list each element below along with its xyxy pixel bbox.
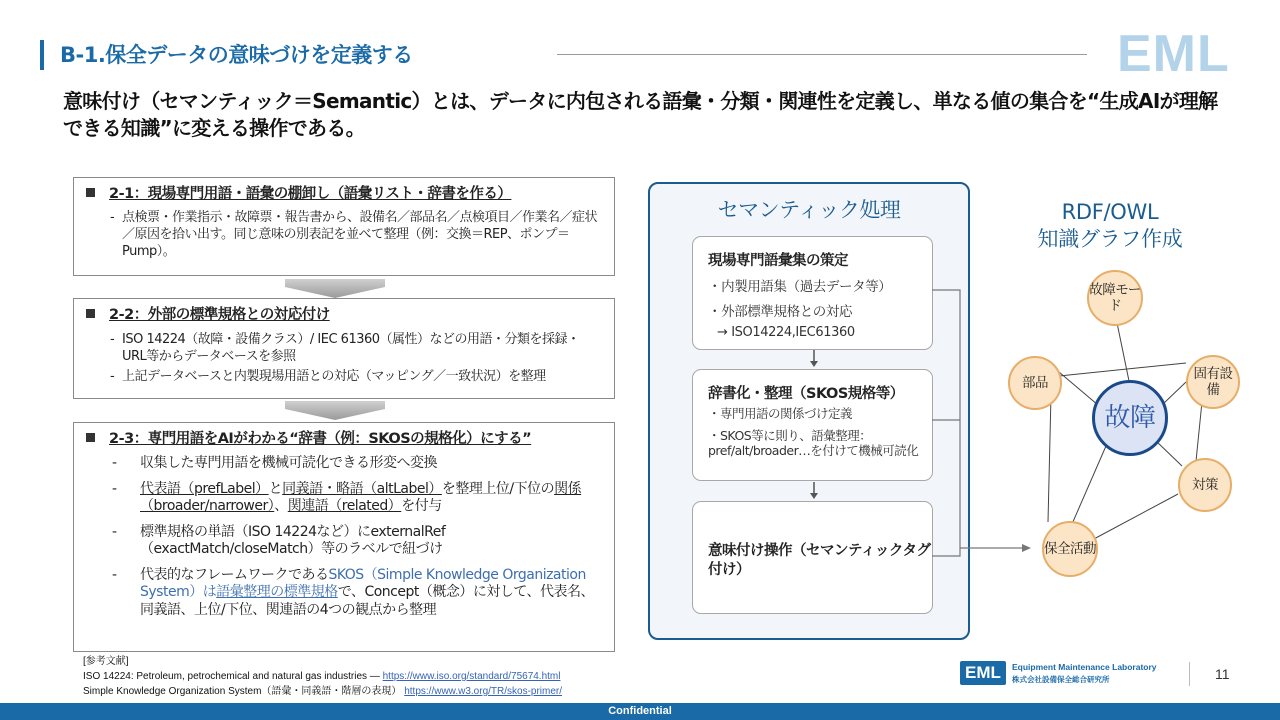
list-item: - 収集した専門用語を機械可読化できる形変へ変換: [112, 455, 437, 471]
square-bullet-icon: [86, 188, 95, 197]
footer-logo: EML: [960, 661, 1006, 685]
semantic-processing-panel: [648, 182, 970, 640]
graph-node-countermeasure: 対策: [1178, 458, 1232, 512]
section-heading: 2-2：外部の標準規格との対応付け: [86, 306, 330, 325]
section-items: [110, 331, 602, 388]
section-box-2-3: [73, 422, 615, 652]
lead-text: 意味付け（セマンティック＝Semantic）とは、データに内包される語彙・分類・関連性を定義し、単なる値の集合を“生成AIが理解できる知識”に変える操作である。: [63, 89, 1218, 140]
page-number: 11: [1215, 666, 1230, 682]
down-arrow-icon: [808, 350, 820, 368]
slide-title: B-1.保全データの意味づけを定義する: [60, 43, 413, 67]
process-box-tagging: 意味付け操作（セマンティックタグ付け）: [692, 501, 933, 614]
footer-org-jp: 株式会社設備保全総合研究所: [1012, 675, 1110, 684]
section-items: [110, 209, 602, 263]
title-accent-bar: [40, 40, 44, 70]
list-item: - 標準規格の単語（ISO 14224など）にexternalRef（exactMatch/closeMatch）等のラベルで紐づけ: [112, 523, 446, 557]
down-arrow-icon: [285, 401, 385, 421]
title-divider: [557, 54, 1087, 55]
section-box-2-2: [73, 298, 615, 399]
down-arrow-icon: [285, 279, 385, 299]
list-item: - 上記データベースと内製現場用語との対応（マッピング／一致状況）を整理: [110, 369, 546, 384]
confidential-bar: Confidential: [0, 703, 1280, 720]
down-arrow-icon: [808, 482, 820, 500]
section-box-2-1: [73, 177, 615, 276]
list-item: - 代表語（prefLabel）と同義語・略語（altLabel）を整理上位/下位の関係（broader/narrower）、関連語（related）を付与: [112, 480, 582, 514]
list-item: - 点検票・作業指示・故障票・報告書から、設備名／部品名／点検項目／作業名／症状／原因を拾い出す。同じ意味の別表記を並べて整理（例：交換＝REP、ポンプ＝Pump）。: [110, 210, 598, 259]
graph-node-part: 部品: [1008, 356, 1062, 410]
graph-node-maintenance: 保全活動: [1042, 521, 1098, 577]
square-bullet-icon: [86, 309, 95, 318]
square-bullet-icon: [86, 433, 95, 442]
section-heading: 2-3：専門用語をAIがわかる“辞書（例：SKOSの規格化）にする”: [86, 430, 531, 449]
section-items: [112, 455, 602, 627]
footer-divider: [1189, 662, 1190, 686]
reference-link[interactable]: https://www.iso.org/standard/75674.html: [382, 671, 561, 682]
graph-node-failure-center: 故障: [1092, 380, 1168, 456]
references: [参考文献] ISO 14224: Petroleum, petrochemical and natural gas industries — https://www.iso.org/standard/75674.html Simple Knowledge Organization System（語彙・同義語・階層の表現） https://www.w3.org/TR/skos-primer/: [83, 656, 563, 697]
footer-org-en: Equipment Maintenance Laboratory: [1012, 662, 1157, 672]
panel-title: セマンティック処理: [717, 198, 901, 222]
process-box-vocabulary: 現場専門語彙集の策定 ・内製用語集（過去データ等） ・外部標準規格との対応 → ISO14224,IEC61360: [692, 236, 933, 350]
graph-node-failure-mode: 故障モード: [1087, 270, 1143, 326]
eml-logo: EML: [1117, 25, 1230, 83]
knowledge-graph-title: RDF/OWL 知識グラフ作成: [1037, 200, 1183, 251]
reference-link[interactable]: https://www.w3.org/TR/skos-primer/: [404, 686, 563, 697]
graph-node-equipment: 固有設備: [1186, 355, 1240, 409]
list-item: - 代表的なフレームワークであるSKOS（Simple Knowledge Organization System）は語彙整理の標準規格で、Concept（概念）に対して、代表名、同義語、上位/下位、関連語の4つの観点から整理: [112, 566, 595, 618]
process-box-dictionary: 辞書化・整理（SKOS規格等） ・専門用語の関係づけ定義 ・SKOS等に則り、語彙整理：pref/alt/broader…を付けて機械可読化: [692, 369, 933, 481]
list-item: - ISO 14224（故障・設備クラス）/ IEC 61360（属性）などの用語・分類を採録・URL等からデータベースを参照: [110, 332, 580, 364]
section-heading: 2-1：現場専門用語・語彙の棚卸し（語彙リスト・辞書を作る）: [86, 185, 511, 204]
